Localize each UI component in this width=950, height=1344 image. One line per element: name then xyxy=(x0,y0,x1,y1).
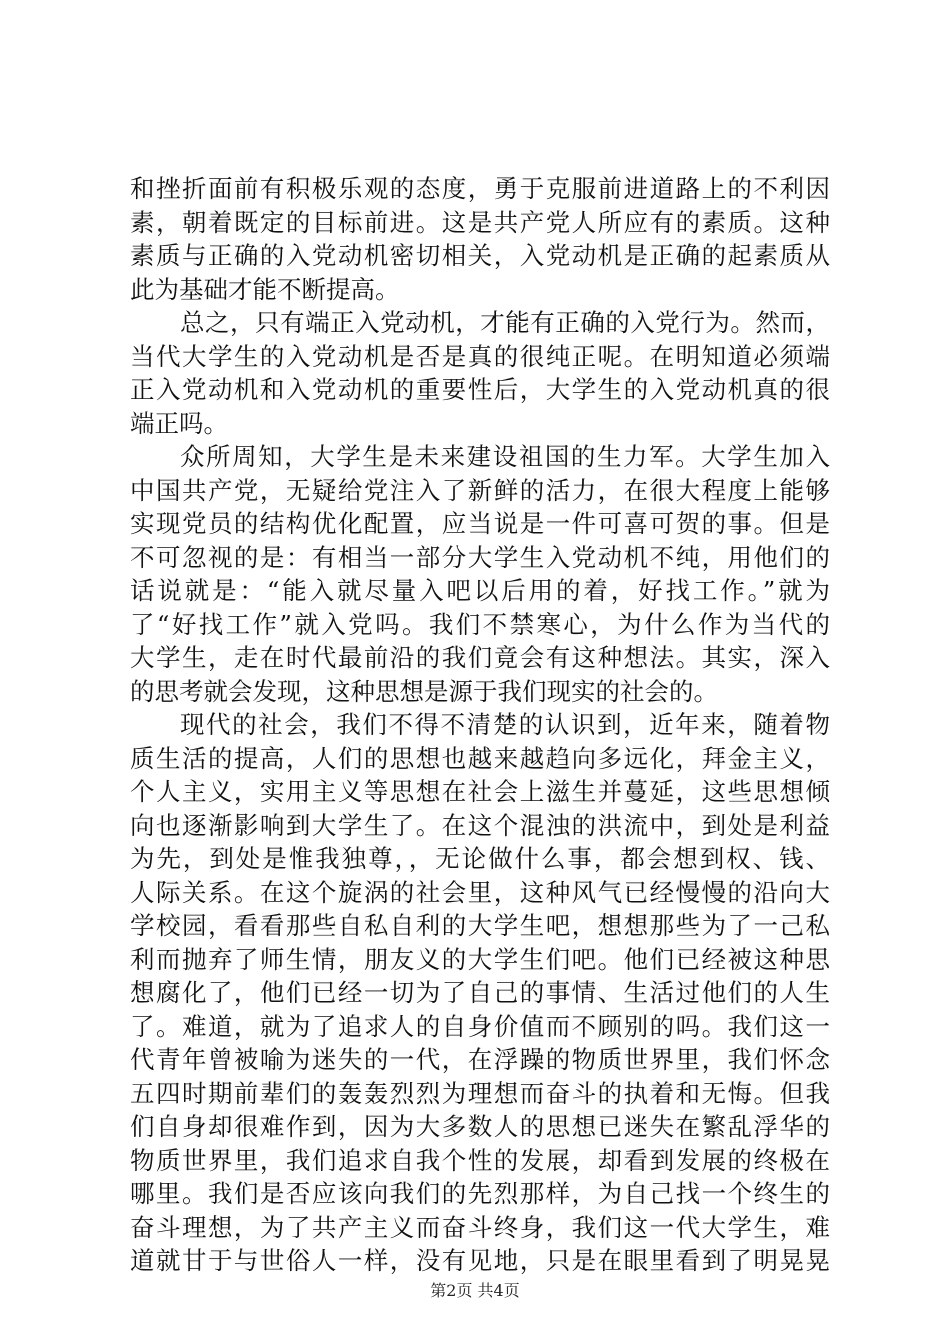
text-line: 学校园，看看那些自私自利的大学生吧，想想那些为了一己私 xyxy=(130,911,830,940)
text-line: 不可忽视的是：有相当一部分大学生入党动机不纯，用他们的 xyxy=(130,542,830,572)
text-line: 话说就是：“能入就尽量入吧以后用的着，好找工作。”就为 xyxy=(130,576,830,605)
text-line: 想腐化了，他们已经一切为了自己的事情、生活过他们的人生 xyxy=(130,978,830,1007)
text-line: 素，朝着既定的目标前进。这是共产党人所应有的素质。这种 xyxy=(130,207,830,237)
text-line: 的思考就会发现，这种思想是源于我们现实的社会的。 xyxy=(130,676,718,706)
text-line: 为先，到处是惟我独尊，，无论做什么事，都会想到权、钱、 xyxy=(130,844,830,873)
text-line: 端正吗。 xyxy=(130,408,228,438)
text-line: 实现党员的结构优化配置，应当说是一件可喜可贺的事。但是 xyxy=(130,509,830,538)
text-line: 代青年曾被喻为迷失的一代，在浮躁的物质世界里，我们怀念 xyxy=(130,1045,830,1074)
text-line: 个人主义，实用主义等思想在社会上滋生并蔓延，这些思想倾 xyxy=(130,777,830,806)
text-line: 们自身却很难作到，因为大多数人的思想已迷失在繁乱浮华的 xyxy=(130,1112,830,1141)
text-line: 五四时期前辈们的轰轰烈烈为理想而奋斗的执着和无悔。但我 xyxy=(130,1078,830,1108)
text-line: 此为基础才能不断提高。 xyxy=(130,274,400,304)
text-line: 哪里。我们是否应该向我们的先烈那样，为自己找一个终生的 xyxy=(130,1179,830,1208)
text-line: 质生活的提高，人们的思想也越来越趋向多远化，拜金主义， xyxy=(130,743,830,773)
text-line: 大学生，走在时代最前沿的我们竟会有这种想法。其实，深入 xyxy=(130,643,830,672)
text-line: 了“好找工作”就入党吗。我们不禁寒心，为什么作为当代的 xyxy=(130,609,830,639)
text-line: 正入党动机和入党动机的重要性后，大学生的入党动机真的很 xyxy=(130,375,830,404)
text-line: 物质世界里，我们追求自我个性的发展，却看到发展的终极在 xyxy=(130,1145,830,1175)
text-line: 利而抛弃了师生情，朋友义的大学生们吧。他们已经被这种思 xyxy=(130,944,830,974)
text-line: 总之，只有端正入党动机，才能有正确的入党行为。然而， xyxy=(180,308,830,337)
text-line: 道就甘于与世俗人一样，没有见地，只是在眼里看到了明晃晃 xyxy=(130,1246,830,1275)
document-body xyxy=(130,172,830,1278)
page-footer: 第2页 共4页 xyxy=(430,1281,520,1300)
text-line: 素质与正确的入党动机密切相关，入党动机是正确的起素质从 xyxy=(130,241,830,270)
text-line: 众所周知，大学生是未来建设祖国的生力军。大学生加入 xyxy=(180,442,830,471)
text-line: 人际关系。在这个旋涡的社会里，这种风气已经慢慢的沿向大 xyxy=(130,877,830,907)
text-line: 当代大学生的入党动机是否是真的很纯正呢。在明知道必须端 xyxy=(130,341,830,371)
text-line: 了。难道，就为了追求人的自身价值而不顾别的吗。我们这一 xyxy=(130,1011,830,1041)
text-line: 奋斗理想，为了共产主义而奋斗终身，我们这一代大学生，难 xyxy=(130,1212,830,1242)
text-line: 中国共产党，无疑给党注入了新鲜的活力，在很大程度上能够 xyxy=(130,475,830,505)
text-line: 和挫折面前有积极乐观的态度，勇于克服前进道路上的不利因 xyxy=(130,174,830,203)
text-line: 向也逐渐影响到大学生了。在这个混浊的洪流中，到处是利益 xyxy=(130,810,830,840)
text-line: 现代的社会，我们不得不清楚的认识到，近年来，随着物 xyxy=(180,710,830,739)
